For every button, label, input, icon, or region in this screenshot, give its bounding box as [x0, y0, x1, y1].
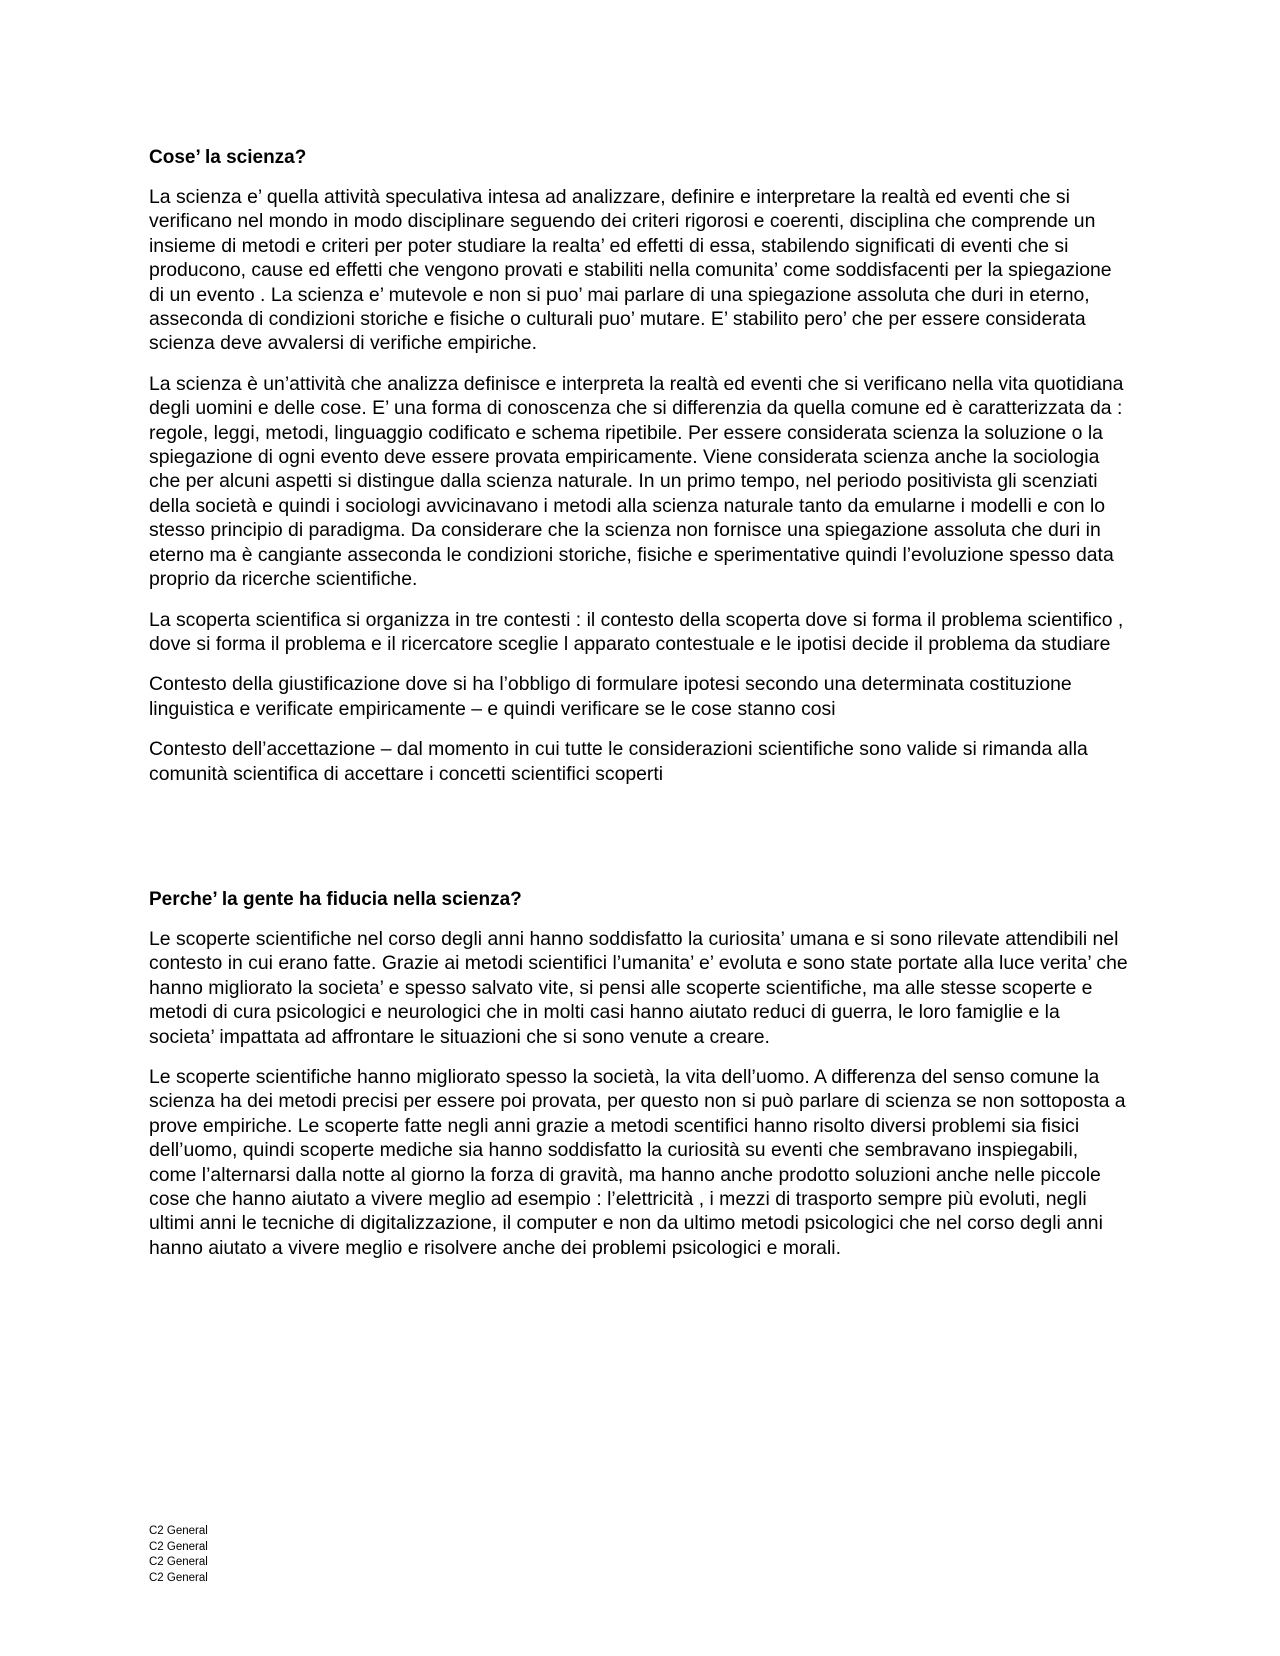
section-heading-what-is-science: Cose’ la scienza?	[149, 147, 307, 168]
section-spacer	[149, 802, 1129, 888]
paragraph: Contesto dell’accettazione – dal momento in cui tutte le considerazioni scientifiche sono valide si rimanda alla comunità scientifica di accettare i concetti scientifici scoperti	[149, 738, 1088, 785]
section-heading-trust-in-science: Perche’ la gente ha fiducia nella scienza?	[149, 888, 522, 910]
paragraph: Le scoperte scientifiche nel corso degli anni hanno soddisfatto la curiosita’ umana e si sono rilevate attendibili nel contesto in cui erano fatte. Grazie ai metodi scientifici l’umanita’ e’ evoluta e sono state portate alla luce verita’ che hanno migliorato la societa’ e spesso salvato vite, si pensi alle scoperte scientifiche, ma alle stesse scoperte e metodi di cura psicologici e neurologici che in molti casi hanno aiutato reduci di guerra, le loro famiglie e la societa’ impattata ad affrontare le situazioni che si sono venute a creare.	[149, 927, 1128, 1048]
paragraph: La scienza e’ quella attività speculativa intesa ad analizzare, definire e interpretare la realtà ed eventi che si verificano nel mondo in modo disciplinare seguendo dei criteri rigorosi e coerenti, disciplina che comprende un insieme di metodi e criteri per poter studiare la realta’ ed effetti di essa, stabilendo significati di eventi che si producono, cause ed effetti che vengono provati e stabiliti nella comunita’ come soddisfacenti per la spiegazione di un evento . La scienza e’ mutevole e non si puo’ mai parlare di una spiegazione assoluta che duri in eterno, asseconda di condizioni storiche e fisiche o culturali puo’ mutare. E’ stabilito pero’ che per essere considerata scienza deve avvalersi di verifiche empiriche.	[149, 186, 1112, 355]
classification-label: C2 General	[149, 1525, 208, 1537]
classification-footer	[149, 1524, 208, 1586]
paragraph: Le scoperte scientifiche hanno migliorato spesso la società, la vita dell’uomo. A differenza del senso comune la scienza ha dei metodi precisi per essere poi provata, per questo non si può parlare di scienza se non sottoposta a prove empiriche. Le scoperte fatte negli anni grazie a metodi scentifici hanno risolto diversi problemi sia fisici dell’uomo, quindi scoperte mediche sia hanno soddisfatto la curiosità su eventi che sembravano inspiegabili, come l’alternarsi dalla notte al giorno la forza di gravità, ma hanno anche prodotto soluzioni anche nelle piccole cose che hanno aiutato a vivere meglio ad esempio : l’elettricità , i mezzi di trasporto sempre più evoluti, negli ultimi anni le tecniche di digitalizzazione, il computer e non da ultimo metodi psicologici che nel corso degli anni hanno aiutato a vivere meglio e risolvere anche dei problemi psicologici e morali.	[149, 1065, 1126, 1259]
classification-label: C2 General	[149, 1571, 208, 1584]
paragraph: La scienza è un’attività che analizza definisce e interpreta la realtà ed eventi che si verificano nella vita quotidiana degli uomini e delle cose. E’ una forma di conoscenza che si differenzia da quella comune ed è caratterizzata da : regole, leggi, metodi, linguaggio codificato e schema ripetibile. Per essere considerata scienza la soluzione o la spiegazione di ogni evento deve essere provata empiricamente. Viene considerata scienza anche la sociologia che per alcuni aspetti si distingue dalla scienza naturale. In un primo tempo, nel periodo positivista gli scenziati della società e quindi i sociologi avvicinavano i metodi alla scienza naturale tanto da emularne i modelli e con lo stesso principio di paradigma. Da considerare che la scienza non fornisce una spiegazione assoluta che duri in eterno ma è cangiante asseconda le condizioni storiche, fisiche e sperimentative quindi l’evoluzione spesso data proprio da ricerche scientifiche.	[149, 372, 1124, 591]
classification-label: C2 General	[149, 1556, 208, 1568]
paragraph: Contesto della giustificazione dove si ha l’obbligo di formulare ipotesi secondo una determinata costituzione linguistica e verificate empiricamente – e quindi verificare se le cose stanno cosi	[149, 673, 1072, 720]
document-page	[149, 146, 1129, 1276]
paragraph: La scoperta scientifica si organizza in tre contesti : il contesto della scoperta dove si forma il problema scientifico , dove si forma il problema e il ricercatore sceglie l apparato contestuale e le ipotisi decide il problema da studiare	[149, 608, 1124, 655]
classification-label: C2 General	[149, 1540, 208, 1553]
